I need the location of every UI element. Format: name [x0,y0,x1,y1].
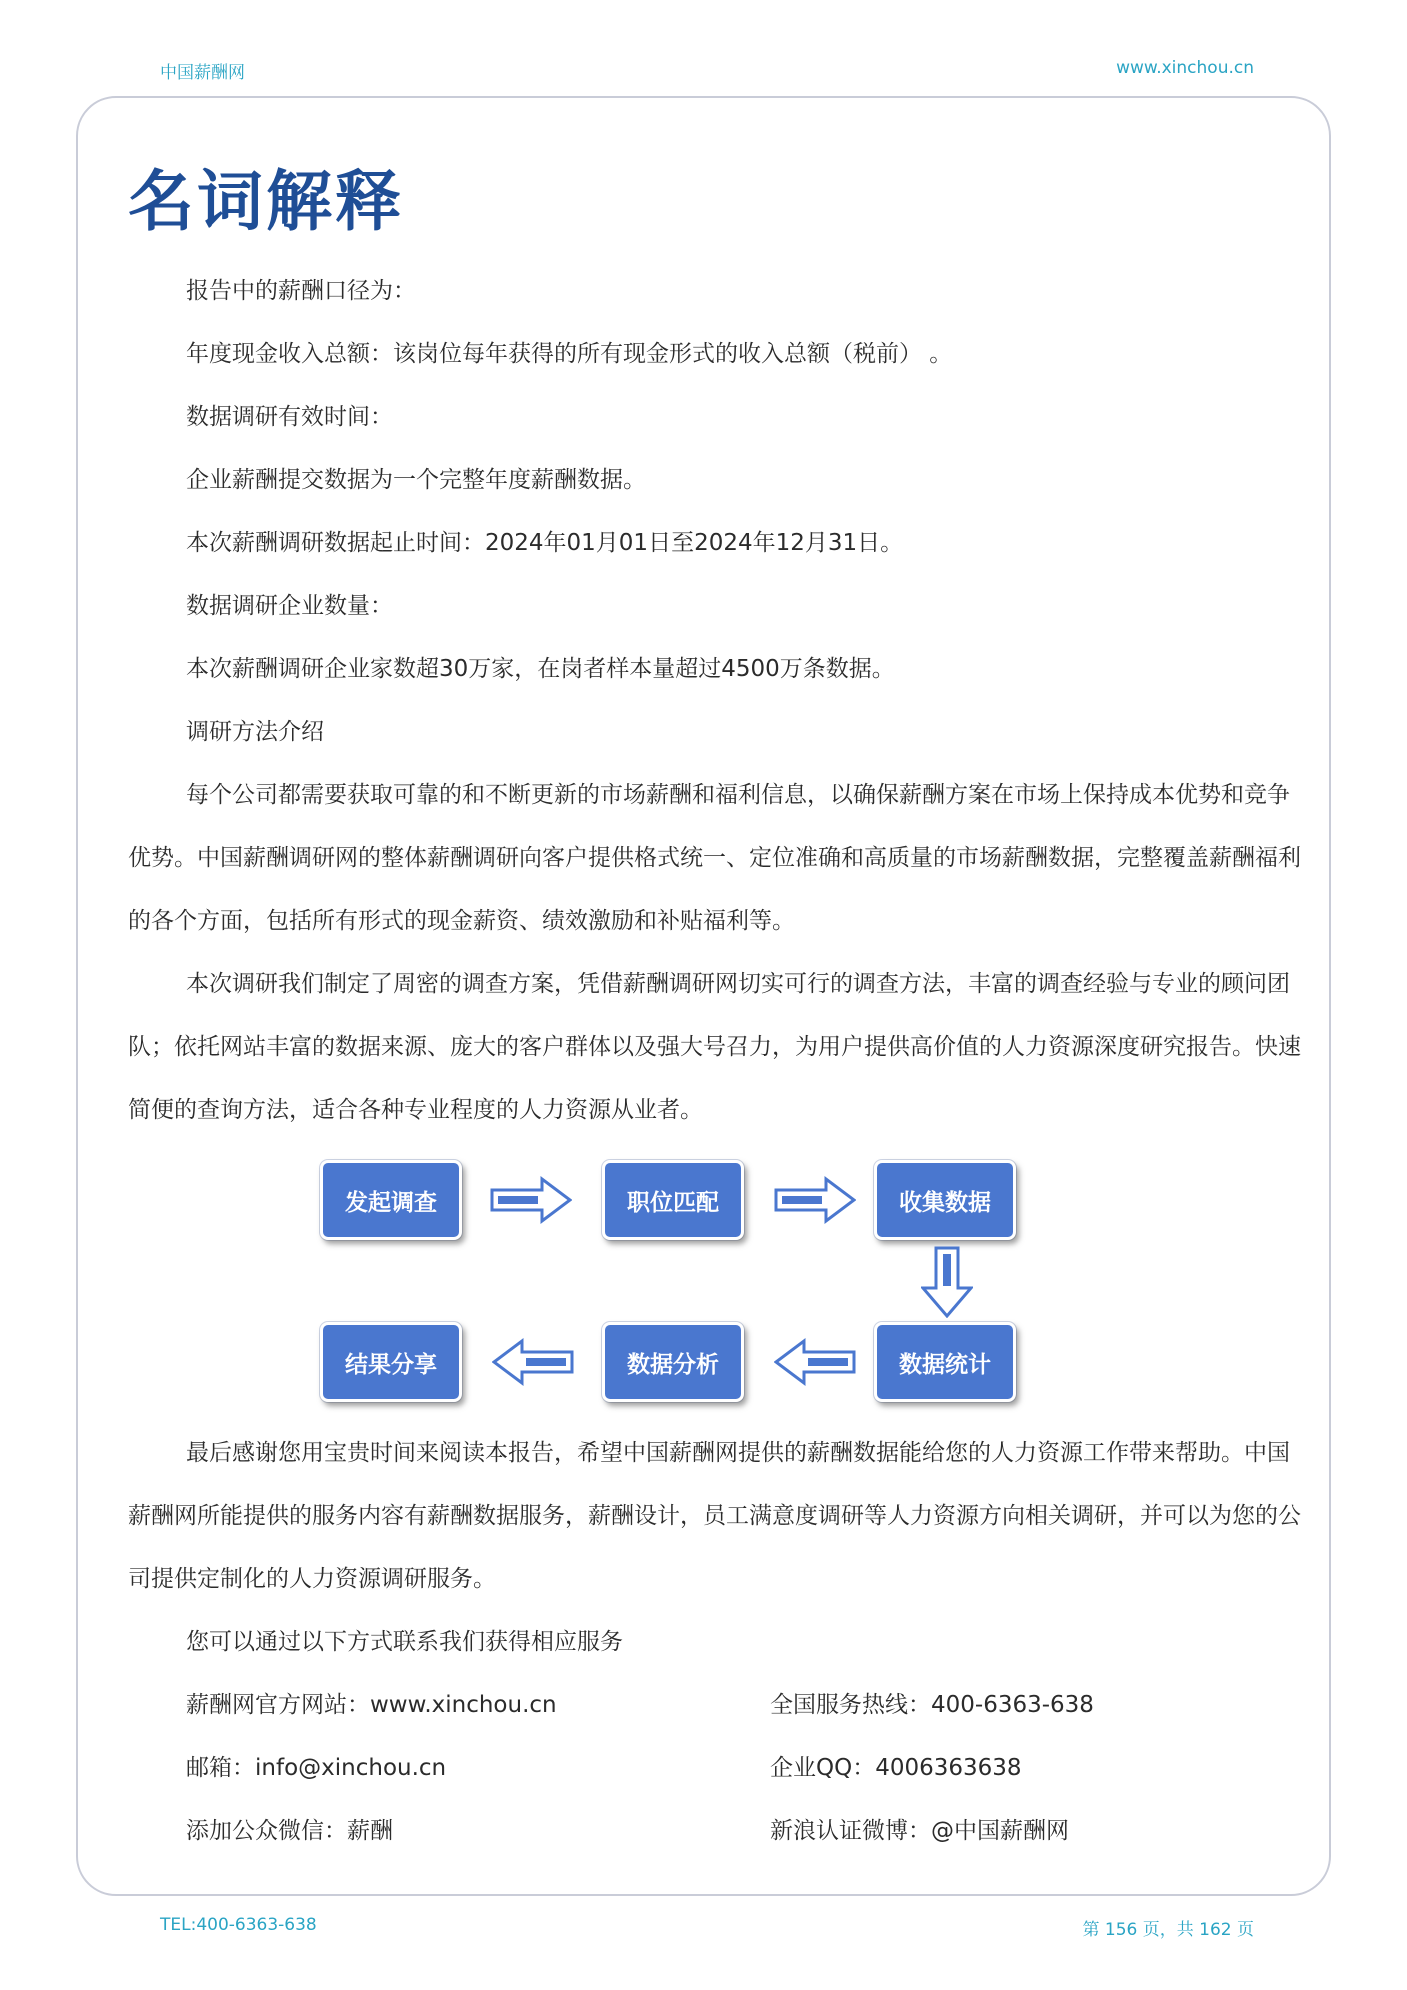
header-url[interactable]: www.xinchou.cn [1116,58,1254,78]
arrow-left-icon [492,1338,574,1386]
intro-line: 报告中的薪酬口径为： [186,278,416,304]
contact-email[interactable]: 邮箱：info@xinchou.cn [186,1755,447,1781]
page-title: 名词解释 [128,163,404,240]
contact-hotline: 全国服务热线：400-6363-638 [770,1692,1094,1718]
flow-step-analysis: 数据分析 [602,1322,744,1402]
paragraph-method-1: 每个公司都需要获取可靠的和不断更新的市场薪酬和福利信息，以确保薪酬方案在市场上保持成本优势和竞争优势。中国薪酬调研网的整体薪酬调研向客户提供格式统一、定位准确和高质量的市场薪酬数据，完整覆盖薪酬福利的各个方面，包括所有形式的现金薪资、绩效激励和补贴福利等。 [128,782,1301,934]
intro-line: 数据调研有效时间： [186,404,393,430]
intro-line: 本次薪酬调研企业家数超30万家，在岗者样本量超过4500万条数据。 [186,656,895,682]
intro-line: 年度现金收入总额：该岗位每年获得的所有现金形式的收入总额（税前） 。 [186,341,953,367]
arrow-right-icon [774,1176,856,1224]
section-heading-method: 调研方法介绍 [186,719,324,745]
arrow-left-icon [774,1338,856,1386]
contact-website[interactable]: 薪酬网官方网站：www.xinchou.cn [186,1692,557,1718]
flow-step-initiate: 发起调查 [320,1160,462,1240]
paragraph-method-2: 本次调研我们制定了周密的调查方案，凭借薪酬调研网切实可行的调查方法，丰富的调查经验与专业的顾问团队；依托网站丰富的数据来源、庞大的客户群体以及强大号召力，为用户提供高价值的人力资源深度研究报告。快速简便的查询方法，适合各种专业程度的人力资源从业者。 [128,971,1301,1123]
intro-line: 企业薪酬提交数据为一个完整年度薪酬数据。 [186,467,646,493]
contact-weibo: 新浪认证微博：@中国薪酬网 [770,1818,1069,1844]
flow-step-match: 职位匹配 [602,1160,744,1240]
paragraph-closing: 最后感谢您用宝贵时间来阅读本报告，希望中国薪酬网提供的薪酬数据能给您的人力资源工作带来帮助。中国薪酬网所能提供的服务内容有薪酬数据服务，薪酬设计，员工满意度调研等人力资源方向相关调研，并可以为您的公司提供定制化的人力资源调研服务。 [128,1440,1301,1592]
intro-line: 数据调研企业数量： [186,593,393,619]
flow-step-share: 结果分享 [320,1322,462,1402]
header-site-name: 中国薪酬网 [160,63,245,83]
intro-line: 本次薪酬调研数据起止时间：2024年01月01日至2024年12月31日。 [186,530,904,556]
contact-wechat: 添加公众微信：薪酬 [186,1818,393,1844]
arrow-right-icon [490,1176,572,1224]
flow-step-statistics: 数据统计 [874,1322,1016,1402]
contact-qq: 企业QQ：4006363638 [770,1755,1022,1781]
contact-lead: 您可以通过以下方式联系我们获得相应服务 [186,1629,623,1655]
flow-step-collect: 收集数据 [874,1160,1016,1240]
footer-tel: TEL:400-6363-638 [160,1915,317,1935]
footer-page-number: 第 156 页，共 162 页 [1082,1920,1254,1940]
arrow-down-icon [921,1246,973,1318]
